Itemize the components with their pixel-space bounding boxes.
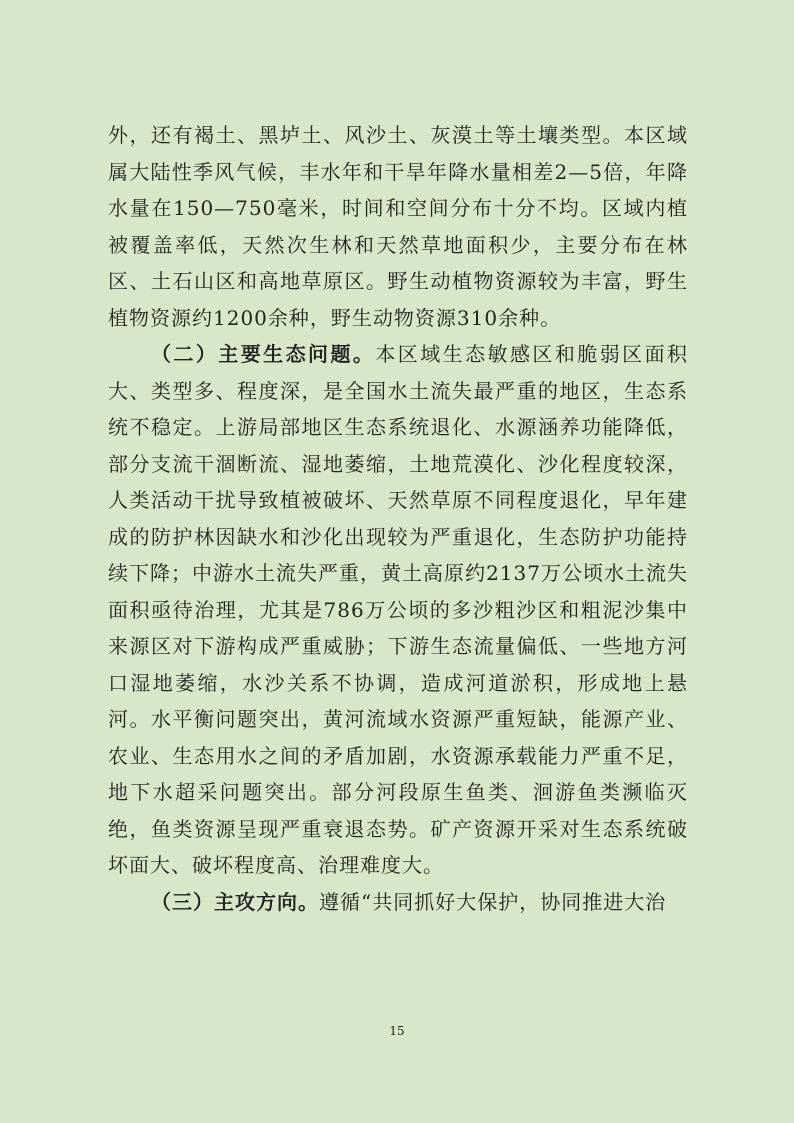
paragraph-1	[108, 117, 688, 336]
page-number: 15	[389, 1024, 405, 1038]
paragraph-1-text: 外，还有褐土、黑垆土、风沙土、灰漠土等土壤类型。本区域属大陆性季风气候，丰水年和干旱年降水量相差2—5倍，年降水量在150—750毫米，时间和空间分布十分不均。区域内植被覆盖率低，天然次生林和天然草地面积少，主要分布在林区、土石山区和高地草原区。野生动植物资源较为丰富，野生植物资源约1200余种，野生动物资源310余种。	[108, 123, 688, 330]
paragraph-2-text: 本区域生态敏感区和脆弱区面积大、类型多、程度深，是全国水土流失最严重的地区，生态系统不稳定。上游局部地区生态系统退化、水源涵养功能降低，部分支流干涸断流、湿地萎缩，土地荒漠化、沙化程度较深，人类活动干扰导致植被破坏、天然草原不同程度退化，早年建成的防护林因缺水和沙化出现较为严重退化，生态防护功能持续下降；中游水土流失严重，黄土高原约2137万公顷水土流失面积亟待治理，尤其是786万公顷的多沙粗沙区和粗泥沙集中来源区对下游构成严重威胁；下游生态流量偏低、一些地方河口湿地萎缩，水沙关系不协调，造成河道淤积，形成地上悬河。水平衡问题突出，黄河流域水资源严重短缺，能源产业、农业、生态用水之间的矛盾加剧，水资源承载能力严重不足，地下水超采问题突出。部分河段原生鱼类、洄游鱼类濒临灭绝，鱼类资源呈现严重衰退态势。矿产资源开采对生态系统破坏面大、破坏程度高、治理难度大。	[108, 342, 689, 877]
section-heading-main-ecological-problems: （二）主要生态问题。	[151, 342, 376, 366]
section-heading-main-direction: （三）主攻方向。	[151, 889, 319, 914]
paragraph-3	[108, 884, 688, 921]
paragraph-2	[108, 336, 688, 884]
body-text	[108, 117, 688, 920]
paragraph-3-text: 遵循“共同抓好大保护，协同推进大治	[319, 889, 667, 914]
